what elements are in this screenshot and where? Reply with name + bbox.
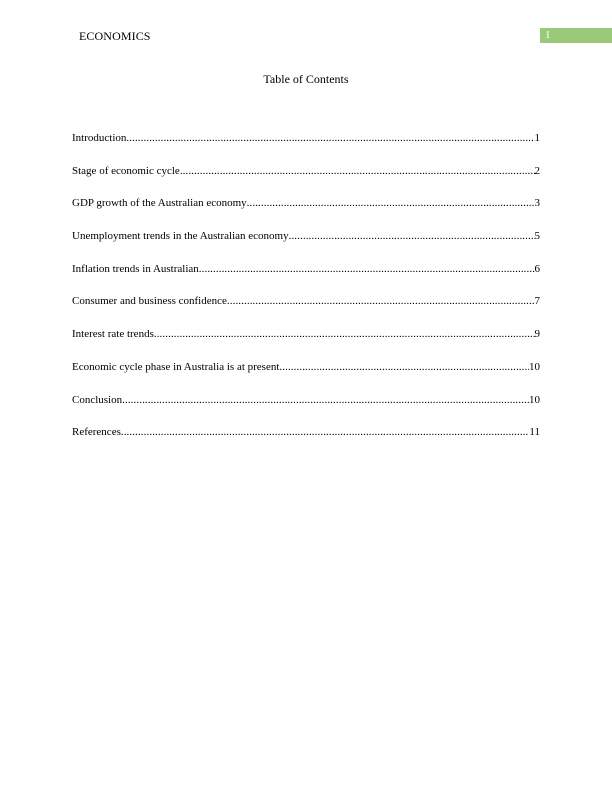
dot-leader xyxy=(227,294,535,308)
toc-entry-page: 7 xyxy=(534,295,540,308)
dot-leader xyxy=(247,196,535,210)
toc-entry-references[interactable] xyxy=(72,425,540,458)
dot-leader xyxy=(289,229,535,243)
dot-leader xyxy=(279,360,529,374)
toc-entry-title: Inflation trends in Australian xyxy=(72,262,199,275)
toc-entry-title: Economic cycle phase in Australia is at present xyxy=(72,360,280,373)
toc-entry-stage-of-economic-cycle[interactable] xyxy=(72,164,540,197)
toc-heading: Table of Contents xyxy=(263,72,349,86)
toc-entry-gdp-growth[interactable] xyxy=(72,196,540,229)
toc-entry-title: Unemployment trends in the Australian economy xyxy=(72,230,289,243)
dot-leader xyxy=(122,393,529,407)
toc-entry-economic-cycle-phase[interactable] xyxy=(72,360,540,393)
toc-entry-page: 3 xyxy=(534,197,540,210)
dot-leader xyxy=(180,164,535,178)
toc-entry-unemployment-trends[interactable] xyxy=(72,229,540,262)
toc-entry-interest-rate-trends[interactable] xyxy=(72,327,540,360)
toc-entry-page: 10 xyxy=(529,393,540,406)
running-header-title: ECONOMICS xyxy=(79,29,151,43)
toc-entry-page: 6 xyxy=(534,262,540,275)
toc-entry-page: 9 xyxy=(534,328,540,341)
page-number: 1 xyxy=(545,29,551,41)
toc-entry-title: Interest rate trends xyxy=(72,328,154,341)
toc-entry-title: GDP growth of the Australian economy xyxy=(72,197,247,210)
toc-entry-page: 11 xyxy=(529,426,540,439)
toc-entry-page: 10 xyxy=(529,360,540,373)
toc-entry-conclusion[interactable] xyxy=(72,393,540,426)
toc-entry-title: Introduction xyxy=(72,132,127,144)
toc-entry-title: References xyxy=(72,426,121,439)
toc-entry-consumer-business-confidence[interactable] xyxy=(72,294,540,327)
toc-entry-title: Consumer and business confidence xyxy=(72,295,227,308)
dot-leader xyxy=(199,262,535,276)
toc-entry-page: 2 xyxy=(534,164,540,177)
dot-leader xyxy=(121,425,530,439)
toc-entry-title: Stage of economic cycle xyxy=(72,164,180,177)
toc-entry-page: 1 xyxy=(534,132,540,144)
table-of-contents xyxy=(72,131,540,458)
page-number-badge xyxy=(540,28,612,43)
dot-leader xyxy=(126,131,534,145)
toc-entry-title: Conclusion xyxy=(72,393,123,406)
dot-leader xyxy=(154,327,535,341)
toc-entry-inflation-trends[interactable] xyxy=(72,262,540,295)
toc-entry-introduction[interactable] xyxy=(72,131,540,164)
toc-entry-page: 5 xyxy=(534,230,540,243)
